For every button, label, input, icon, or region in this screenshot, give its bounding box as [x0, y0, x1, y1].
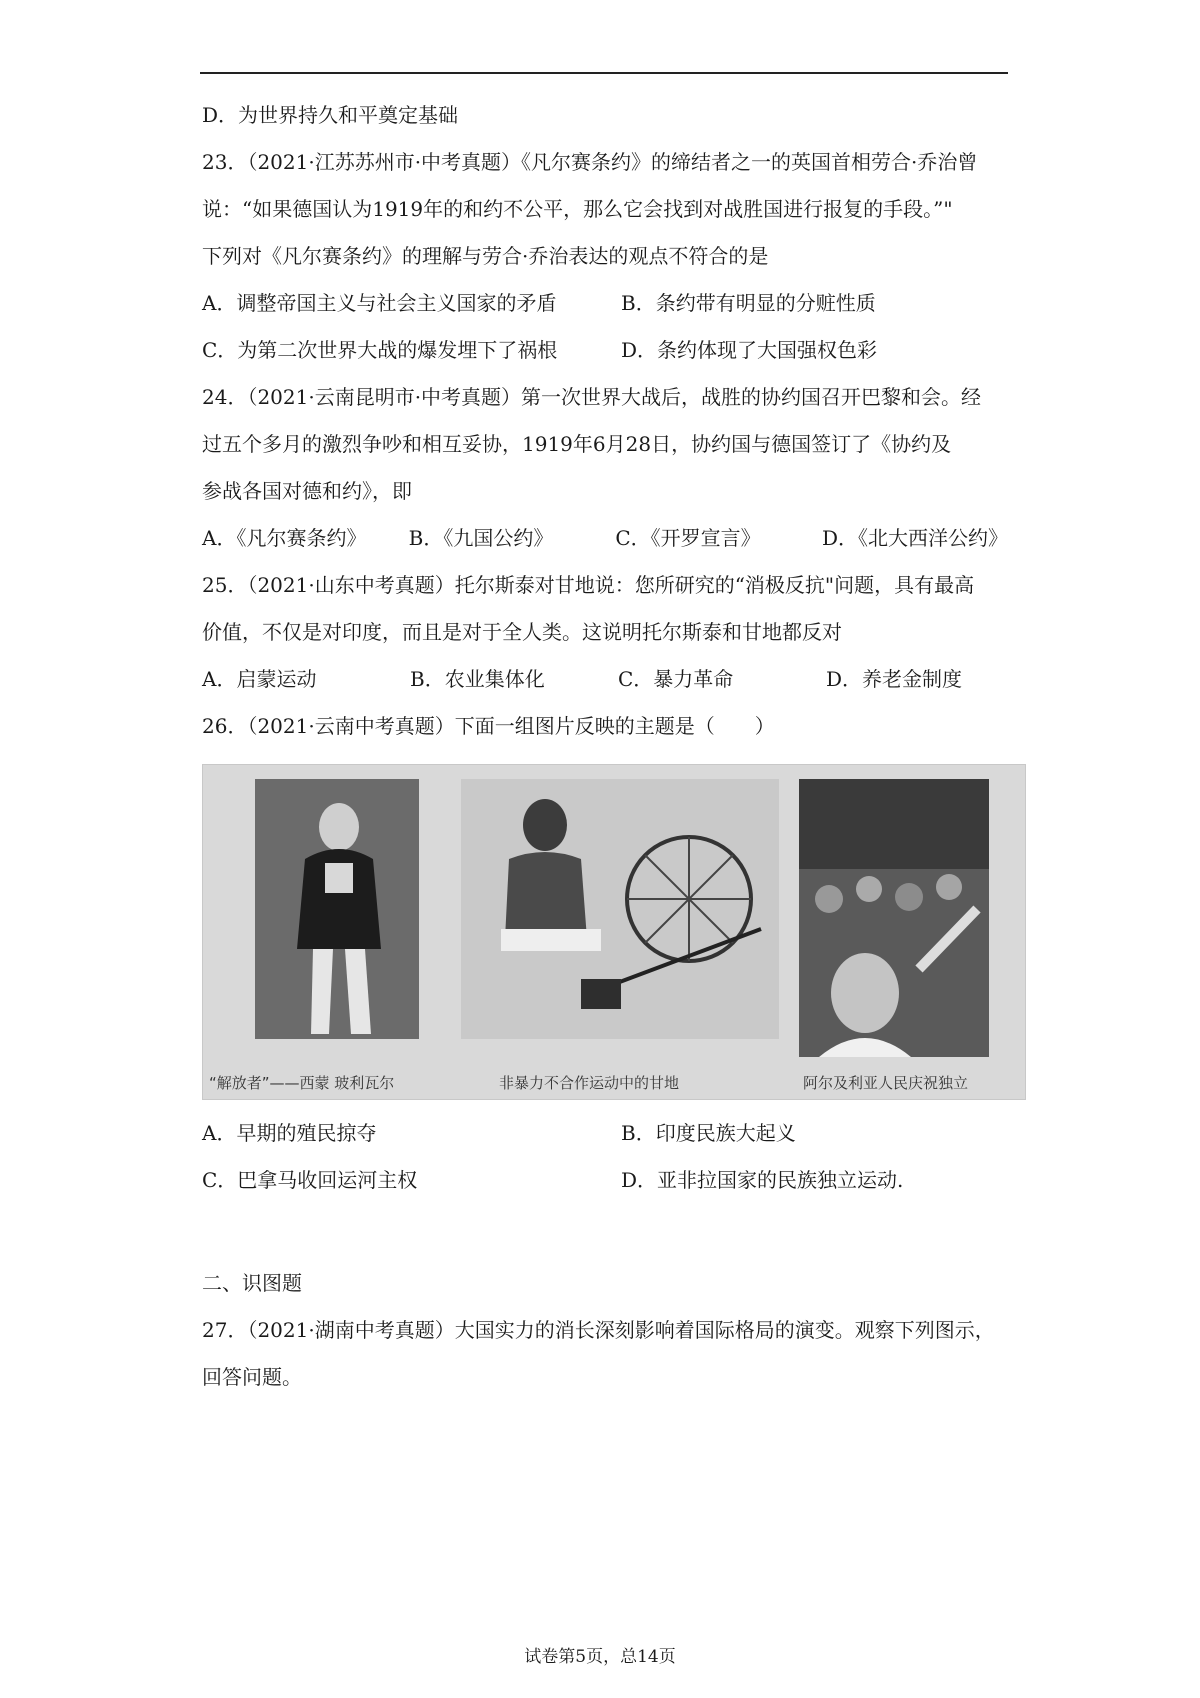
- q25-option-d: D．养老金制度: [826, 667, 963, 691]
- q26-option-b: B．印度民族大起义: [621, 1121, 796, 1145]
- q24-option-b: B．《九国公约》: [408, 526, 554, 550]
- q23-options-row1: [202, 280, 1008, 327]
- q23-stem-line1: 23．（2021·江苏苏州市·中考真题）《凡尔赛条约》的缔结者之一的英国首相劳合·乔治曾: [202, 150, 978, 174]
- q26-photo-figure: [202, 764, 1026, 1100]
- q26-stem: 26．（2021·云南中考真题）下面一组图片反映的主题是（ ）: [202, 714, 775, 738]
- q23-option-b: B．条约带有明显的分赃性质: [621, 291, 876, 315]
- page-content: [202, 92, 1008, 1401]
- q25-stem-line1: 25．（2021·山东中考真题）托尔斯泰对甘地说：您所研究的“消极反抗"问题，具有最高: [202, 573, 975, 597]
- q24-stem-line3: 参战各国对德和约》，即: [202, 479, 412, 503]
- bolivar-portrait-photo: [255, 779, 419, 1039]
- q23-option-a: A．调整帝国主义与社会主义国家的矛盾: [202, 291, 557, 315]
- q26-option-c: C．巴拿马收回运河主权: [202, 1168, 418, 1192]
- q24-options: [202, 515, 1008, 562]
- q24-option-c: C．《开罗宣言》: [615, 526, 761, 550]
- q26-option-a: A．早期的殖民掠夺: [202, 1121, 377, 1145]
- q25-options: [202, 656, 1008, 703]
- section-title: 二、识图题: [202, 1271, 302, 1295]
- q24-option-a: A．《凡尔赛条约》: [202, 526, 367, 550]
- q26-options-row1: [202, 1110, 1008, 1157]
- q25-option-b: B．农业集体化: [410, 667, 545, 691]
- q26-caption-bolivar: “解放者”——西蒙 玻利瓦尔: [209, 1074, 395, 1092]
- q23-options-row2: [202, 327, 1008, 374]
- q25-option-a: A．启蒙运动: [202, 667, 317, 691]
- q22-option-d: D．为世界持久和平奠定基础: [202, 103, 459, 127]
- q24-stem-line2: 过五个多月的激烈争吵和相互妥协，1919年6月28日，协约国与德国签订了《协约及: [202, 432, 952, 456]
- q25-option-c: C．暴力革命: [618, 667, 734, 691]
- q26-options-row2: [202, 1157, 1008, 1204]
- q25-stem-line2: 价值，不仅是对印度，而且是对于全人类。这说明托尔斯泰和甘地都反对: [202, 620, 842, 644]
- page-footer: 试卷第5页，总14页: [524, 1647, 676, 1667]
- q27-stem-line2: 回答问题。: [202, 1365, 302, 1389]
- q26-caption-algeria: 阿尔及利亚人民庆祝独立: [803, 1074, 969, 1092]
- q24-option-d: D．《北大西洋公约》: [821, 526, 1009, 550]
- q26-caption-gandhi: 非暴力不合作运动中的甘地: [499, 1074, 680, 1092]
- header-rule: [200, 72, 1008, 74]
- q23-option-c: C．为第二次世界大战的爆发埋下了祸根: [202, 338, 558, 362]
- algeria-independence-photo: [799, 779, 989, 1057]
- q26-option-d: D．亚非拉国家的民族独立运动.: [621, 1168, 904, 1192]
- gandhi-spinning-photo: [461, 779, 779, 1039]
- q23-option-d: D．条约体现了大国强权色彩: [621, 338, 878, 362]
- q24-stem-line1: 24．（2021·云南昆明市·中考真题）第一次世界大战后，战胜的协约国召开巴黎和会。经: [202, 385, 982, 409]
- q23-stem-line2: 说：“如果德国认为1919年的和约不公平，那么它会找到对战胜国进行报复的手段。”": [202, 197, 953, 221]
- q23-stem-line3: 下列对《凡尔赛条约》的理解与劳合·乔治表达的观点不符合的是: [202, 244, 769, 268]
- q27-stem-line1: 27．（2021·湖南中考真题）大国实力的消长深刻影响着国际格局的演变。观察下列图示，: [202, 1318, 995, 1342]
